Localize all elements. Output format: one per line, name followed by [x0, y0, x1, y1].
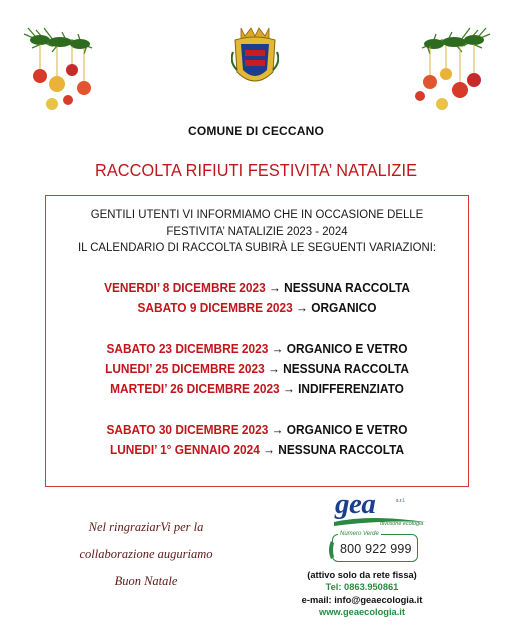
schedule-date: SABATO 30 DICEMBRE 2023 — [106, 422, 269, 437]
intro-line: FESTIVITA’ NATALIZIE 2023 - 2024 — [166, 223, 348, 238]
phone-icon — [327, 540, 341, 560]
gea-tagline: divisione ecologia — [380, 521, 424, 527]
schedule-date: SABATO 9 DICEMBRE 2023 — [137, 300, 293, 315]
intro-line: IL CALENDARIO DI RACCOLTA SUBIRÀ LE SEGUENTI VARIAZIONI: — [77, 240, 437, 254]
gea-logo-suffix: s.r.l. — [396, 498, 406, 504]
arrow-icon: → — [269, 280, 281, 295]
schedule-date: MARTEDI’ 26 DICEMBRE 2023 — [110, 381, 280, 396]
closing-line: Buon Natale — [114, 574, 178, 588]
page-title: RACCOLTA RIFIUTI FESTIVITA’ NATALIZIE — [94, 160, 418, 180]
schedule-service: ORGANICO — [311, 300, 377, 315]
closing-line: Nel ringraziarVi per la — [88, 520, 204, 534]
schedule-date: LUNEDI’ 25 DICEMBRE 2023 — [105, 361, 265, 376]
schedule-row — [67, 420, 447, 440]
email-line[interactable]: e-mail: info@geaecologia.it — [301, 594, 423, 605]
intro-line: GENTILI UTENTI VI INFORMIAMO CHE IN OCCASIONE DELLE — [90, 207, 424, 221]
arrow-icon: → — [271, 341, 284, 356]
schedule-service: ORGANICO E VETRO — [286, 422, 408, 437]
schedule-date: LUNEDI’ 1° GENNAIO 2024 — [109, 442, 260, 457]
christmas-garland-icon — [22, 26, 112, 116]
schedule-group — [46, 420, 468, 460]
closing-line: collaborazione auguriamo — [79, 547, 213, 561]
closing-message — [56, 514, 236, 595]
toll-free-label: Numero Verde — [340, 531, 379, 537]
phone-note: (attivo solo da rete fissa) — [307, 570, 417, 580]
schedule-group — [46, 339, 468, 399]
schedule-row — [67, 339, 447, 359]
schedule-date: VENERDI’ 8 DICEMBRE 2023 — [104, 280, 266, 295]
arrow-icon: → — [296, 300, 308, 315]
schedule-row — [67, 440, 447, 460]
toll-free-number[interactable]: 800 922 999 — [340, 542, 412, 556]
municipality-name: COMUNE DI CECCANO — [187, 124, 325, 138]
schedule-row — [67, 359, 447, 379]
coat-of-arms-icon — [231, 22, 279, 92]
schedule-date: SABATO 23 DICEMBRE 2023 — [106, 341, 269, 356]
schedule-service: NESSUNA RACCOLTA — [283, 361, 409, 376]
contact-info — [262, 569, 462, 619]
schedule-group — [46, 278, 468, 318]
website-link[interactable]: www.geaecologia.it — [319, 607, 405, 618]
schedule-row — [67, 278, 447, 298]
gea-logo: gea — [335, 488, 376, 520]
arrow-icon: → — [271, 422, 284, 437]
arrow-icon: → — [268, 361, 280, 376]
schedule-service: INDIFFERENZIATO — [298, 381, 404, 396]
schedule-row — [67, 379, 447, 399]
christmas-garland-icon — [402, 26, 492, 116]
arrow-icon: → — [263, 442, 275, 457]
schedule-service: NESSUNA RACCOLTA — [284, 280, 410, 295]
schedule-service: ORGANICO E VETRO — [286, 341, 408, 356]
notice-intro — [63, 206, 451, 256]
schedule-row — [67, 298, 447, 318]
notice-box — [45, 195, 469, 487]
arrow-icon: → — [282, 381, 295, 396]
phone-line[interactable]: Tel: 0863.950861 — [325, 582, 399, 593]
schedule-service: NESSUNA RACCOLTA — [278, 442, 405, 457]
